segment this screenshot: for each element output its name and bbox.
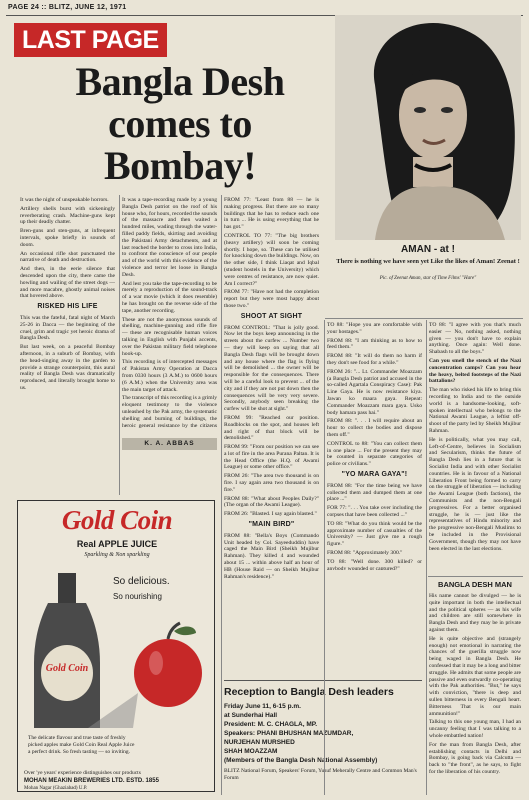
article-column-3	[224, 197, 319, 662]
ad-footer-experience: Over 'ye years' experience distinguishes our products	[24, 770, 141, 776]
paragraph: The transcript of this recording is a grimly eloquent testimony to the violence unleashed by the Pak army, the systematic shelling and burning of buildings, the heroic general resistance by the citizens	[122, 395, 217, 429]
paragraph: TO 88: "I agree with you that's much easier — No, nothing asked, nothing given — you don't have to explain anything. Once again: Well done. Shabash to all the boys."	[429, 322, 521, 356]
subheading: SHOOT AT SIGHT	[240, 312, 303, 320]
paragraph: FROM 99: "Reached our position. Roadblocks on the spot, and houses left and right of that block will be demolished."	[224, 414, 319, 442]
photo-zeenat-aman	[335, 15, 521, 240]
paragraph: The man who risked his life to bring this recording to India and to the outside world is a handsome-looking, soft-spoken intellectual who belongs to the National Awami League, a leftist off-shoot of the party led by Sheikh Mujibur Rahman.	[429, 387, 521, 434]
bottle-and-apple-illustration	[18, 563, 215, 733]
paragraph: FROM 88: "Approximately 300."	[327, 549, 403, 556]
paragraph: FROM 88: "I am thinking as to how to feed them."	[327, 337, 422, 351]
paragraph: CONTROL TO 77: "The big brothers (heavy artillery) will soon be coming shortly. I hope, so. These can be utilised for knocking down the buildings. Now, on the other side, I think Liaqat and Iqbal (student hostels in the University) which were centres of resistance, are now quiet. Am I correct?"	[224, 232, 319, 287]
gold-coin-advertisement	[17, 500, 215, 792]
section-banner: LAST PAGE	[14, 23, 167, 57]
reception-speakers: Speakers: PHANI BHUSHAN MAZUMDAR,	[224, 730, 354, 737]
paragraph: Artillery shells burst with sickeningly reverberating crash. Machine-guns kept up their deadly chatter.	[20, 205, 115, 226]
paragraph: CONTROL to 88: "You can collect them in one place ... For the present they may be counted in separate categories of police or civilians."	[327, 440, 422, 468]
article-column-5-continued	[429, 593, 521, 793]
column-divider	[119, 195, 120, 495]
paragraph: Bren-guns and sten-guns, at infrequent intervals, spoke briefly in sounds of doom.	[20, 228, 115, 248]
ad-brand: Gold Coin	[61, 505, 173, 535]
headline-line-2: comes to	[108, 101, 252, 146]
photo-caption-title: AMAN - at !	[401, 244, 455, 255]
paragraph: FROM 77: "Have not had the completion report but they were most happy about those two."	[224, 289, 319, 309]
paragraph: FROM 26: "Blasted. I say again blasted."	[224, 511, 317, 518]
paragraph: An occasional rifle shot punctuated the narrative of death and destruction.	[20, 250, 115, 264]
paragraph: This was the fateful, fatal night of March 25-26 in Dacca — the beginning of the cruel, grim and tragic yet heroic drama of Bangla Desh.	[20, 314, 115, 342]
headline-line-3: Bombay!	[103, 143, 257, 188]
subheading-bangla-desh-man: BANGLA DESH MAN	[438, 580, 512, 589]
paragraph: TO 88: "What do you think would be the approximate number of casualties of the University? — Just give me a rough figure."	[327, 520, 422, 548]
paragraph: FROM 88: "Bella's Boys (Commando Unit headed by Col. Sayeeduddin) have caged the Main Bird (Sheikh Mujibur Rahman). They killed 4 and wounded about 15 ... within above half an hour of HB (House Raid — on Sheikh Mujibur Rahman's residence)."	[224, 532, 319, 580]
photo-caption-subtitle: There is nothing we have seen yet Like the likes of Aman! Zeenat !	[336, 258, 520, 265]
subheading: RISKED HIS LIFE	[37, 303, 98, 311]
article-column-1	[20, 197, 115, 477]
photo-credit: Pic. of Zeenat Aman, star of Time Films' "Hare"	[379, 276, 477, 281]
ad-tagline: Sparkling & Non sparkling	[84, 552, 150, 558]
paragraph: FROM 77: "Least from 88 — he is making progress. But there are so many buildings that he has to reduce each one in turn ... He is using everything that he has got."	[224, 197, 319, 231]
subheading: "YO MARA GAYA"!	[341, 470, 408, 478]
article-column-5	[429, 322, 521, 570]
bottle-label: Gold Coin	[45, 663, 89, 674]
paragraph: And then, in the eerie silence that descended upon the city, there came the howling and wailing of the street dogs — and more macabre, ghostly animal noises that hovered above.	[20, 266, 115, 300]
ad-slogan-2: So nourishing	[113, 592, 162, 601]
paragraph: It was the night of unspeakable horrors.	[20, 197, 109, 203]
paragraph: This recording is of intercepted messages of Pakistan Army Operation at Dacca from 0330 hours (3 A.M.) to 0600 hours (6 A.M.) when the University area was the main target of attack.	[122, 359, 217, 393]
subheading: "MAIN BIRD"	[248, 521, 295, 529]
section-divider	[325, 318, 523, 319]
article-column-2	[122, 197, 217, 429]
reception-president: President: M. C. CHAGLA, MP.	[224, 721, 318, 728]
reception-speaker-2: NURJEHAN MURSHED	[224, 739, 295, 746]
paragraph: FOR 77: ". . . You take over including the corpses that have been collected ..."	[327, 505, 422, 518]
paragraph: FROM 88: "It will do them no harm if they don't see food for a while."	[327, 353, 422, 366]
paragraph: FROM 88: "For the time being we have collected them and dumped them at one place ..."	[327, 482, 422, 503]
paragraph: He is quite objective and (strangely enough) not emotional in narrating the chances of the guerilla struggle now being waged in Bangla Desh. He confessed that it may be a long and bitter struggle. He admits that some people are passive and even outwardly co-operating with the Pak authorities. "But," he says with conviction, "there is deep and sullen bitterness in every Bengali heart. Bitterness That is our main ammunition!"	[429, 635, 521, 717]
headline	[20, 61, 340, 187]
paragraph: FROM 88: "What about Peoples Daily?" (The organ of the Awami League).	[224, 495, 319, 509]
article-column-4	[327, 322, 422, 570]
column-divider	[426, 320, 427, 795]
paragraph: It was a tape-recording made by a young Bangla Desh patriot on the roof of his house who, for hours, recorded the sounds of the massacre and then waited a hundred miles, wading through the water-filled paddy fields, skirting and avoiding the Pakistani Army detachments, and at last reached the border to cross into India, to confront the conscience of our people and of the world with this evidence of the violence and terror let loose in Bangla Desh.	[122, 197, 217, 278]
author-byline: K. A. ABBAS	[122, 438, 217, 450]
reception-title: Reception to Bangla Desh leaders	[224, 686, 394, 698]
reception-speaker-3: SHAH MOAZZAM	[224, 748, 278, 755]
column-divider	[221, 195, 222, 795]
paragraph: FROM 26: "... Lt. Commander Moazzam (a Bangla Desh patriot and accused in the so-called Agartala Conspiracy Case): Pak Line Gaya. He is now resistance kiya. Jawan ko maara gaya. Repeat: Commander Moazzam mara gaya. Usko body hamara pass hai."	[327, 368, 422, 416]
paragraph: He is politically, what you may call, Left-of-Centre, believes in Socialism and Secularism, thinks the future of Bangla Desh lies in a future that is Socialist India and with other Socialist countries. He is in favour of a National Liberation Front being formed to carry on the struggle of liberation — including the Awami League (both factions), the Communists and the non-Bengali progressives. For a better organised struggle, he is — just like the representatives of Hindu minority and the progressive non-Bengali Muslims to be included in the Provisional Government, though they may not have been elected in the last elections.	[429, 436, 521, 552]
reception-host: BLITZ National Forum, Speakers' Forum, Yusuf Meherally Centre and Common Man's Forum	[224, 768, 417, 781]
section-divider	[428, 576, 523, 577]
ad-footer-company: MOHAN MEAKIN BREWERIES LTD. ESTD. 1855	[24, 778, 159, 784]
reception-venue: at Sunderhai Hall	[224, 712, 278, 719]
portrait-image	[335, 15, 521, 240]
paragraph: FROM 88: ". . . I will require about an hour to collect the bodies and dispose them off."	[327, 418, 422, 438]
paragraph: FROM 26: "The area two thousand is on fire. I say again area two thousand is on fire."	[224, 473, 319, 493]
ad-body-text: The delicate flavour and true taste of freshly picked apples make Gold Coin Real Apple Juice a perfect drink. So fresh tasting — so inviting.	[28, 735, 135, 755]
reception-notice	[224, 680, 422, 795]
paragraph: TO 88: "Hope you are comfortable with your hostages."	[327, 322, 422, 335]
ad-footer-address: Mohan Nagar (Ghaziabad) U.P.	[24, 786, 88, 791]
headline-line-1: Bangla Desh	[75, 59, 285, 104]
ad-slogan-1: So delicious.	[113, 576, 170, 587]
paragraph: FROM 99: "From our position we can see a lot of fire in the area Purana Paltan. It is the Head Office (the H.Q. of Awami League) or some other office."	[224, 444, 319, 471]
paragraph: TO 88: "Well done. 300 killed? or anybody wounded or captured?"	[327, 558, 422, 570]
paragraph: For the man from Bangla Desh, after establishing contacts in Delhi and Bombay, is going back via Calcutta — back to "the front", as he says, to fight for the liberation of his country.	[429, 741, 521, 775]
reception-date: Friday June 11, 6-15 p.m.	[224, 703, 301, 710]
ad-product: Real APPLE JUICE	[76, 539, 158, 549]
paragraph: Can you smell the stench of the Nazi concentration camps? Can you hear the heavy, belted footsteps of the Nazi battalions?	[429, 357, 521, 385]
paragraph: But last week, on a peaceful Bombay afternoon, in a suburb of Bombay, with the head-singing away in the garden to provide a strange counterpoint, this aural reality of Bangla Desh was dramatically reproduced, and literally brought home to us.	[20, 344, 115, 391]
reception-org: (Members of the Bangla Desh National Assembly)	[224, 757, 378, 764]
paragraph: FROM CONTROL: "That is jolly good. Now let the boys keep announcing in the streets about the curfew ... Number two — they will keep on saying that all Bangla Desh flags will be brought down and any house where the flag is flying will be demolished ... the owner will be responsible for the consequences. There will be a careful look to prevent ... of the city and if they are not put down then the consequences will be very very severe. Secondly, anybody seen breaking the curfew will be shot at sight."	[224, 324, 319, 413]
paragraph: His name cannot be divulged — he is quite important in both the intellectual and the political spheres — as his wife and children are still somewhere in Bangla Desh and they may be in private against them.	[429, 593, 521, 633]
column-divider	[324, 320, 325, 795]
paragraph: And lest you take the tape-recording to be merely a reproduction of the sound-track of a war movie (which it does resemble) he has brought on the reverse side of the tape, another recording.	[122, 280, 217, 314]
page-folio: PAGE 24 :: BLITZ, JUNE 12, 1971	[8, 4, 127, 11]
paragraph: Talking to this one young man, I had an uncanny feeling that I was talking to a whole embattled nation!	[429, 719, 521, 739]
paragraph: These are not the anonymous sounds of shelling, machine-gunning and rifle fire — these are recognisable human voices talking in English with Punjabi accents, over the Pakistan military field telephone hook-up.	[122, 316, 217, 357]
